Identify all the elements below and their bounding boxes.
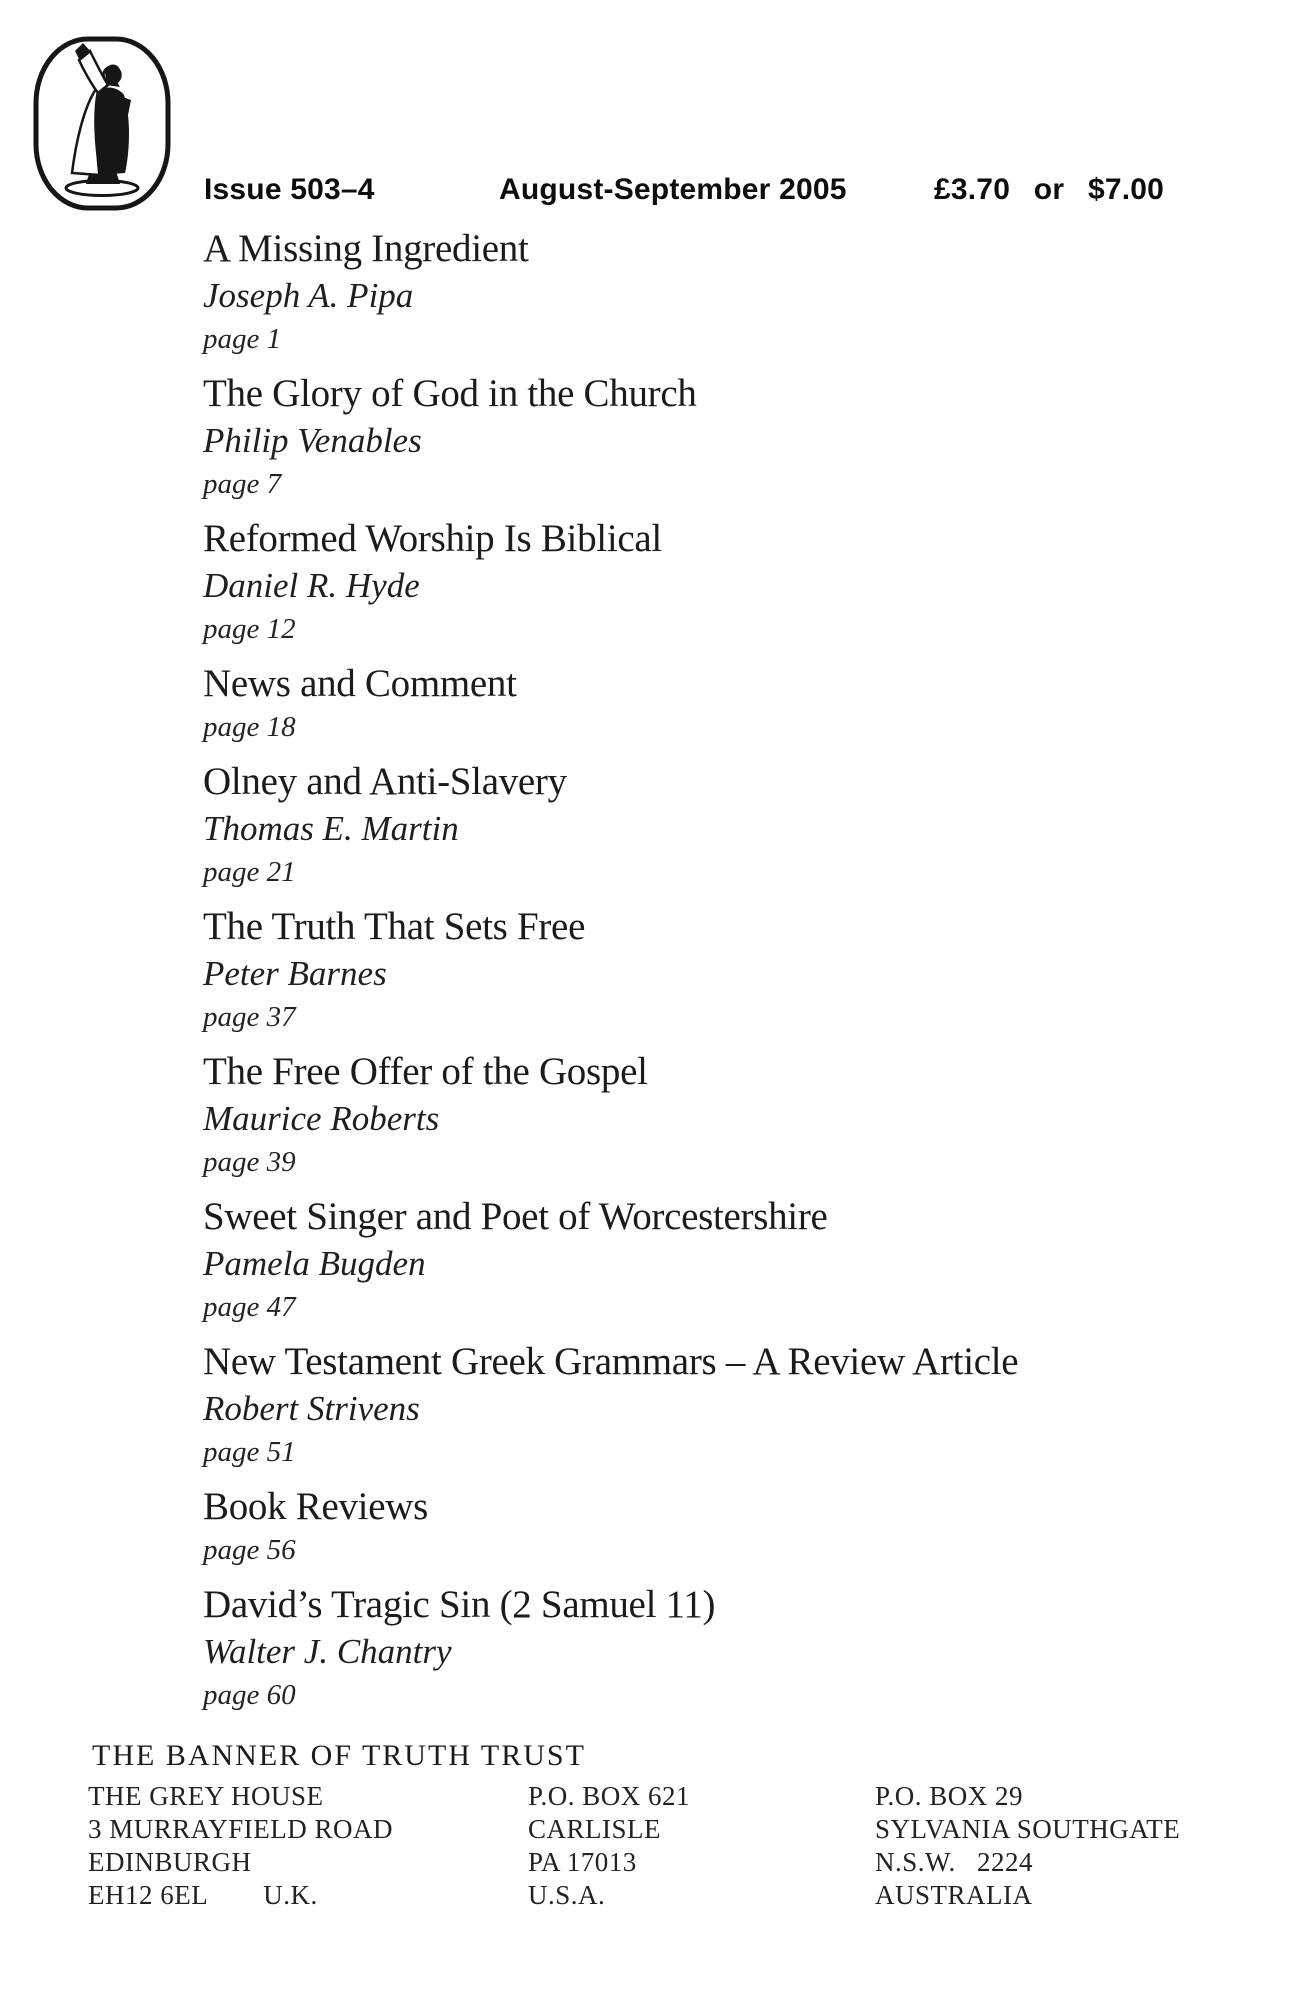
address-line: N.S.W. 2224 — [875, 1847, 1034, 1877]
issue-price: £3.70 or $7.00 — [934, 173, 1165, 206]
article-page: page 51 — [203, 1436, 296, 1468]
article-author: Philip Venables — [203, 421, 422, 460]
article-author: Joseph A. Pipa — [203, 276, 414, 315]
article-page: page 12 — [203, 613, 296, 645]
address-line: EH12 6EL U.K. — [88, 1880, 318, 1910]
publisher-address-usa — [528, 1780, 690, 1912]
article-author: Robert Strivens — [203, 1389, 420, 1428]
address-line: P.O. BOX 29 — [875, 1781, 1024, 1811]
article-title: Sweet Singer and Poet of Worcestershire — [203, 1195, 828, 1238]
article-page: page 39 — [203, 1146, 296, 1178]
article-title: The Free Offer of the Gospel — [203, 1050, 648, 1093]
issue-date: August-September 2005 — [499, 173, 847, 206]
publisher-address-australia — [875, 1780, 1180, 1912]
toc-entry — [203, 1049, 1203, 1183]
publisher-address-uk — [88, 1780, 393, 1912]
address-line: AUSTRALIA — [875, 1880, 1033, 1910]
toc-entry — [203, 1194, 1203, 1328]
issue-number: Issue 503–4 — [204, 173, 375, 206]
address-line: THE GREY HOUSE — [88, 1781, 324, 1811]
article-page: page 56 — [203, 1534, 296, 1566]
article-title: News and Comment — [203, 662, 517, 705]
article-page: page 18 — [203, 711, 296, 743]
article-page: page 37 — [203, 1001, 296, 1033]
toc-entry — [203, 1339, 1203, 1473]
article-author: Maurice Roberts — [203, 1099, 440, 1138]
address-line: PA 17013 — [528, 1847, 637, 1877]
article-page: page 60 — [203, 1679, 296, 1711]
toc-entry — [203, 516, 1203, 650]
address-line: SYLVANIA SOUTHGATE — [875, 1814, 1181, 1844]
address-line: U.S.A. — [528, 1880, 606, 1910]
article-author: Thomas E. Martin — [203, 809, 459, 848]
toc-entry — [203, 759, 1203, 893]
table-of-contents — [203, 226, 1203, 1727]
article-page: page 47 — [203, 1291, 296, 1323]
banner-of-truth-preacher-icon — [32, 35, 172, 212]
article-title: Reformed Worship Is Biblical — [203, 517, 662, 560]
article-title: New Testament Greek Grammars – A Review Article — [203, 1340, 1019, 1383]
toc-entry — [203, 371, 1203, 505]
article-title: Olney and Anti-Slavery — [203, 760, 567, 803]
article-page: page 7 — [203, 468, 282, 500]
article-title: Book Reviews — [203, 1485, 428, 1528]
address-line: CARLISLE — [528, 1814, 662, 1844]
toc-entry — [203, 226, 1203, 360]
address-line: 3 MURRAYFIELD ROAD — [88, 1814, 394, 1844]
article-page: page 21 — [203, 856, 296, 888]
toc-entry — [203, 661, 1203, 748]
toc-entry — [203, 904, 1203, 1038]
article-author: Walter J. Chantry — [203, 1632, 452, 1671]
article-author: Peter Barnes — [203, 954, 387, 993]
toc-entry — [203, 1484, 1203, 1571]
article-title: A Missing Ingredient — [203, 227, 529, 270]
article-title: The Glory of God in the Church — [203, 372, 697, 415]
article-author: Pamela Bugden — [203, 1244, 426, 1283]
address-line: EDINBURGH — [88, 1847, 252, 1877]
article-page: page 1 — [203, 323, 282, 355]
publisher-name: THE BANNER OF TRUTH TRUST — [92, 1739, 586, 1772]
address-line: P.O. BOX 621 — [528, 1781, 691, 1811]
article-author: Daniel R. Hyde — [203, 566, 420, 605]
toc-entry — [203, 1582, 1203, 1716]
article-title: The Truth That Sets Free — [203, 905, 586, 948]
article-title: David’s Tragic Sin (2 Samuel 11) — [203, 1583, 716, 1626]
